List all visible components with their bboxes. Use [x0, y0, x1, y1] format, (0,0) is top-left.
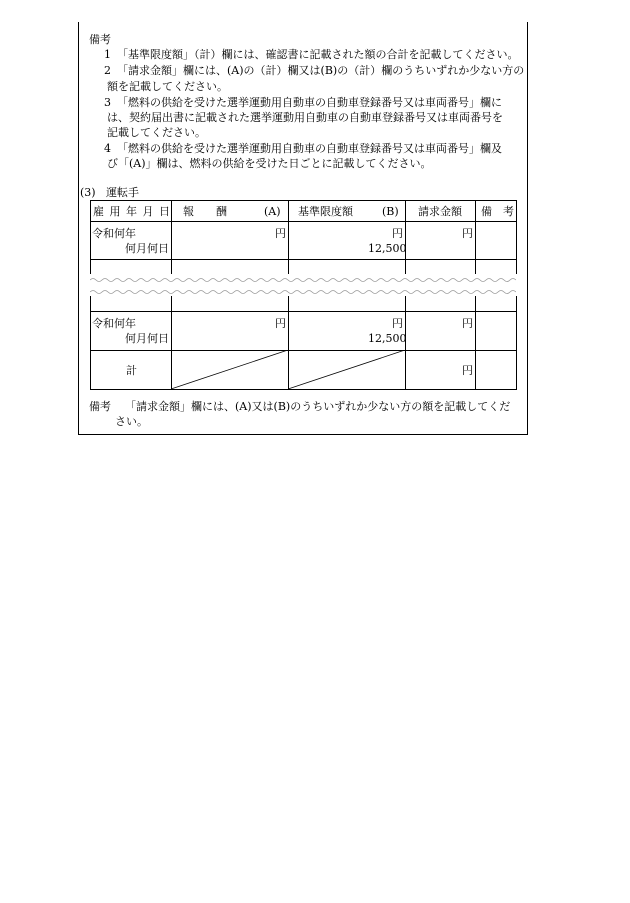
row1-limit-value: 12,500 [368, 242, 407, 255]
break-line-top [90, 277, 516, 283]
note-3-line-1: 「燃料の供給を受けた選挙運動用自動車の自動車登録番号又は車両番号」欄に [117, 96, 502, 109]
row1-limit-unit: 円 [392, 227, 403, 240]
total-label: 計 [126, 364, 137, 377]
note-3-line-3: 記載してください。 [107, 126, 206, 139]
diagonal-fee-total [171, 350, 288, 389]
header-limit-mark: (B) [382, 205, 399, 218]
row2-date-year: 令和何年 [92, 317, 136, 330]
row2-date-day: 何月何日 [125, 332, 169, 345]
header-fee: 報 酬 [183, 205, 227, 218]
note-2-line-2: 額を記載してください。 [107, 80, 228, 93]
row2-claim-unit: 円 [462, 317, 473, 330]
note-1-number: 1 [104, 48, 111, 61]
note-4-line-1: 「燃料の供給を受けた選挙運動用自動車の自動車登録番号又は車両番号」欄及 [117, 142, 502, 155]
row2-limit-unit: 円 [392, 317, 403, 330]
note-2-number: 2 [104, 64, 111, 77]
section-title: 運転手 [106, 186, 139, 199]
row1-fee-unit: 円 [275, 227, 286, 240]
footer-line-2: さい。 [115, 415, 148, 428]
row1-date-year: 令和何年 [92, 227, 136, 240]
total-claim-unit: 円 [462, 364, 473, 377]
header-limit: 基準限度額 [298, 205, 353, 218]
header-claim: 請求金額 [418, 205, 462, 218]
note-4-line-2: び「(A)」欄は、燃料の供給を受けた日ごとに記載してください。 [107, 157, 432, 170]
row1-date-day: 何月何日 [125, 242, 169, 255]
header-remarks: 備 考 [481, 205, 514, 218]
diagonal-limit-total [288, 350, 405, 389]
note-2-line-1: 「請求金額」欄には、(A)の（計）欄又は(B)の（計）欄のうちいずれか少ない方の [117, 64, 525, 77]
note-1-line-1: 「基準限度額」（計）欄には、確認書に記載された額の合計を記載してください。 [117, 48, 519, 61]
footer-heading: 備考 [89, 400, 111, 413]
section-number: (3) [80, 186, 96, 199]
note-4-number: 4 [104, 142, 111, 155]
note-3-line-2: は、契約届出書に記載された選挙運動用自動車の自動車登録番号又は車両番号を [107, 111, 503, 124]
row1-claim-unit: 円 [462, 227, 473, 240]
header-fee-mark: (A) [264, 205, 281, 218]
header-employment-date: 雇 用 年 月 日 [93, 205, 171, 218]
notes-heading: 備考 [89, 33, 111, 46]
break-line-bottom [90, 289, 516, 295]
row2-limit-value: 12,500 [368, 332, 407, 345]
row2-fee-unit: 円 [275, 317, 286, 330]
note-3-number: 3 [104, 96, 111, 109]
footer-line-1: 「請求金額」欄には、(A)又は(B)のうちいずれか少ない方の額を記載してくだ [125, 400, 511, 413]
